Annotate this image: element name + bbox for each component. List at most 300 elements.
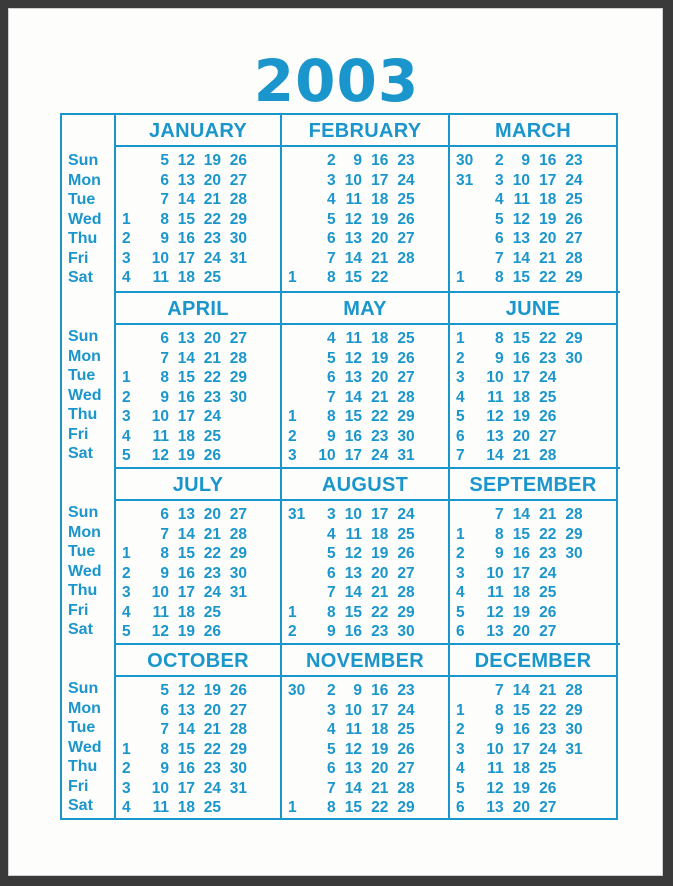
day-cell: 29 [565,525,583,543]
day-cell: 3 [495,171,504,189]
day-cell: 30 [397,623,415,640]
day-cell: 14 [177,349,195,367]
day-cell [418,583,444,603]
month-may [280,293,448,467]
day-cell: 8 [495,330,504,347]
day-cell: 21 [203,525,221,543]
day-cell: 21 [371,584,389,601]
day-cell: 27 [397,760,415,777]
day-cell: 20 [203,506,221,523]
day-cell: 20 [512,623,530,640]
day-cell: 15 [344,269,362,286]
day-cell: 23 [203,564,221,582]
day-cell [286,171,312,191]
day-cell: 30 [565,545,583,562]
day-cell: 10 [151,408,169,425]
weekday-label: Sun [68,504,99,521]
day-cell: 27 [539,427,557,445]
day-cell: 5 [495,210,504,228]
day-cell: 20 [512,427,530,445]
day-cell [559,564,585,584]
day-cell [250,427,276,447]
day-cell: 4 [327,525,336,543]
day-cell: 22 [371,269,389,286]
day-cell [586,603,612,623]
day-cell: 24 [539,564,557,582]
day-cell: 30 [565,349,583,367]
day-cell: 16 [371,152,389,169]
day-cell: 13 [486,623,504,640]
day-cell: 6 [327,369,336,386]
weekday-label: Thu [68,582,98,599]
month-name: AUGUST [282,469,448,501]
day-cell: 30 [229,230,247,247]
day-cell [224,407,250,427]
day-cell: 9 [495,545,504,562]
day-cell: 18 [371,525,389,543]
day-cell [586,171,612,191]
day-cell: 31 [229,249,247,267]
day-cell: 25 [203,427,221,445]
day-cell: 19 [539,210,557,228]
day-cell: 3 [327,701,336,719]
day-cell [250,798,276,818]
day-cell: 15 [177,210,195,228]
day-cell: 5 [122,623,131,640]
day-cell: 26 [397,349,415,367]
day-cell: 27 [229,330,247,347]
day-cell: 11 [345,525,362,543]
day-cell: 31 [397,447,415,464]
day-cell: 16 [177,388,195,406]
day-cell: 23 [565,152,583,169]
day-cell [286,151,312,171]
day-cell: 12 [151,623,169,640]
day-cell: 19 [512,779,530,797]
day-cell: 16 [512,349,530,367]
month-march [448,115,616,291]
day-cell: 26 [397,740,415,758]
day-cell: 31 [456,171,474,189]
day-cell [586,525,612,545]
day-cell: 6 [160,330,169,347]
month-name: NOVEMBER [282,645,448,677]
weekday-label: Fri [68,249,89,267]
day-cell: 2 [327,682,336,699]
day-cell: 21 [539,682,557,699]
day-cell [586,779,612,799]
day-cell: 14 [512,506,530,523]
month-september [448,469,616,643]
day-cell: 15 [512,330,530,347]
day-cell [286,329,312,349]
weekday-column [62,115,114,818]
day-cell: 28 [229,191,247,208]
month-april [114,293,280,467]
day-cell [586,151,612,171]
month-days [116,677,280,818]
day-cell: 25 [565,191,583,208]
day-cell: 9 [495,349,504,367]
day-cell: 29 [229,210,247,228]
day-cell: 14 [486,447,504,464]
weekday-label: Sat [68,445,93,462]
day-cell: 24 [397,701,415,719]
day-cell: 30 [229,760,247,777]
month-october [114,645,280,819]
day-cell: 9 [327,623,336,640]
day-cell: 11 [152,269,169,286]
weekday-label: Mon [68,523,101,541]
day-cell: 2 [495,152,504,169]
day-cell [418,368,444,388]
day-cell: 12 [344,740,362,758]
day-cell: 7 [327,779,336,797]
day-cell [559,388,585,408]
day-cell [286,249,312,269]
day-cell: 11 [152,799,169,816]
day-cell [418,701,444,721]
day-cell: 10 [486,369,504,386]
day-cell: 29 [397,603,415,621]
day-cell: 1 [288,799,297,816]
month-name: JANUARY [116,115,280,147]
day-cell: 19 [371,349,389,367]
day-cell: 16 [512,545,530,562]
day-cell: 18 [177,427,195,445]
weekday-label: Tue [68,191,96,208]
day-cell: 14 [344,779,362,797]
day-cell: 28 [565,249,583,267]
day-cell: 21 [371,779,389,797]
day-cell: 26 [539,779,557,797]
day-cell: 14 [512,249,530,267]
weekday-label: Tue [68,367,96,384]
day-cell: 17 [371,506,389,523]
day-cell: 9 [160,760,169,777]
day-cell: 5 [327,740,336,758]
month-name: APRIL [116,293,280,325]
day-cell: 6 [327,564,336,582]
day-cell: 4 [122,427,131,445]
day-cell [559,583,585,603]
day-cell [250,407,276,427]
day-cell [586,701,612,721]
day-cell [250,368,276,388]
day-cell [250,622,276,642]
day-cell: 22 [539,269,557,286]
weekday-label: Wed [68,738,102,756]
day-cell [586,249,612,269]
day-cell [586,505,612,525]
day-cell: 15 [512,269,530,286]
day-cell: 1 [456,525,465,543]
day-cell: 26 [203,447,221,464]
day-cell: 15 [512,701,530,719]
day-cell: 11 [345,721,362,738]
month-name: FEBRUARY [282,115,448,147]
day-cell [286,525,312,545]
day-cell: 7 [327,388,336,406]
day-cell: 21 [512,447,530,464]
day-cell: 24 [397,506,415,523]
day-cell: 9 [521,152,530,169]
day-cell: 24 [371,447,389,464]
day-cell: 23 [203,230,221,247]
day-cell: 7 [327,584,336,601]
day-cell: 17 [177,249,195,267]
day-cell: 1 [288,408,297,425]
day-cell: 25 [397,525,415,543]
weekday-label: Sun [68,152,99,169]
day-cell: 28 [229,349,247,367]
day-cell: 24 [203,408,221,425]
day-cell: 26 [203,623,221,640]
day-cell: 23 [371,623,389,640]
day-cell [286,349,312,369]
day-cell: 27 [539,799,557,816]
month-days [116,501,280,642]
day-cell: 2 [456,721,465,738]
day-cell: 22 [203,545,221,562]
day-cell: 14 [512,682,530,699]
day-cell: 17 [371,701,389,719]
day-cell: 20 [203,330,221,347]
day-cell: 10 [344,171,362,189]
day-cell: 11 [513,191,530,208]
weekday-label: Wed [68,562,102,580]
day-cell: 7 [327,249,336,267]
day-cell [120,681,146,701]
day-cell: 11 [487,388,504,406]
day-cell: 27 [397,230,415,247]
day-cell: 20 [512,799,530,816]
day-cell: 24 [203,584,221,601]
day-cell [586,427,612,447]
day-cell: 8 [495,525,504,543]
day-cell: 9 [353,152,362,169]
day-cell: 17 [371,171,389,189]
day-cell: 26 [397,210,415,228]
day-cell: 22 [371,799,389,816]
weekday-label: Thu [68,758,98,775]
day-cell [418,622,444,642]
day-cell: 19 [371,210,389,228]
day-cell: 5 [160,152,169,169]
day-cell: 26 [539,603,557,621]
day-cell [418,349,444,369]
day-cell [250,681,276,701]
day-cell: 16 [344,623,362,640]
day-cell [586,407,612,427]
day-cell [559,446,585,466]
day-cell: 30 [229,388,247,406]
day-cell [454,505,480,525]
day-cell: 12 [486,408,504,425]
day-cell: 9 [327,427,336,445]
day-cell [286,701,312,721]
day-cell: 20 [203,701,221,719]
day-cell: 13 [177,701,195,719]
year-title: 2003 [253,47,420,115]
day-cell: 23 [539,349,557,367]
day-cell [454,210,480,230]
day-cell: 4 [456,584,465,601]
day-cell [418,427,444,447]
day-cell: 23 [371,427,389,445]
day-cell: 17 [177,584,195,601]
day-cell: 10 [344,506,362,523]
day-cell [454,229,480,249]
day-cell: 1 [456,269,465,286]
day-cell [250,249,276,269]
day-cell [250,544,276,564]
day-cell: 15 [344,799,362,816]
day-cell: 21 [539,249,557,267]
day-cell: 3 [122,779,131,797]
day-cell: 6 [160,171,169,189]
day-cell: 14 [177,525,195,543]
day-cell: 30 [229,564,247,582]
day-cell [454,190,480,210]
day-cell [250,525,276,545]
day-cell: 5 [456,779,465,797]
month-days [450,501,616,642]
day-cell: 16 [371,682,389,699]
day-cell: 26 [565,210,583,228]
day-cell [250,329,276,349]
day-cell: 16 [539,152,557,169]
day-cell [586,544,612,564]
day-cell: 2 [122,760,131,777]
day-cell [418,603,444,623]
month-days [116,325,280,466]
day-cell: 25 [203,799,221,816]
day-cell [286,564,312,584]
day-cell: 18 [177,269,195,286]
day-cell [418,681,444,701]
day-cell [286,779,312,799]
day-cell: 17 [512,740,530,758]
day-cell: 29 [565,269,583,286]
day-cell: 7 [456,447,465,464]
day-cell [250,268,276,288]
day-cell: 6 [160,701,169,719]
day-cell: 3 [288,447,297,464]
day-cell [559,427,585,447]
day-cell [559,407,585,427]
day-cell: 6 [160,506,169,523]
day-cell: 9 [160,564,169,582]
day-cell [250,229,276,249]
day-cell [586,759,612,779]
day-cell [418,525,444,545]
day-cell: 18 [371,191,389,208]
day-cell: 3 [327,506,336,523]
day-cell: 2 [288,427,297,445]
day-cell: 21 [371,249,389,267]
day-cell: 28 [565,682,583,699]
day-cell: 21 [371,388,389,406]
day-cell: 30 [397,427,415,445]
day-cell [418,759,444,779]
day-cell: 8 [160,545,169,562]
day-cell [250,779,276,799]
day-cell [250,446,276,466]
day-cell: 10 [344,701,362,719]
day-cell: 25 [397,191,415,208]
day-cell: 26 [397,545,415,562]
day-cell [418,779,444,799]
day-cell: 1 [122,545,131,562]
day-cell: 25 [397,330,415,347]
day-cell [224,603,250,623]
day-cell [120,701,146,721]
day-cell: 22 [371,603,389,621]
day-cell: 18 [539,191,557,208]
day-cell: 4 [327,721,336,738]
month-june [448,293,616,467]
day-cell [454,681,480,701]
day-cell [120,525,146,545]
day-cell [120,505,146,525]
month-name: OCTOBER [116,645,280,677]
day-cell: 28 [397,779,415,797]
day-cell [418,229,444,249]
weekday-label: Fri [68,777,89,795]
day-cell: 29 [229,545,247,562]
day-cell: 25 [539,388,557,406]
day-cell: 11 [345,330,362,347]
day-cell: 27 [539,623,557,640]
day-cell [224,798,250,818]
day-cell [586,446,612,466]
month-name: JULY [116,469,280,501]
day-cell: 30 [565,721,583,738]
day-cell: 19 [512,408,530,425]
day-cell [224,446,250,466]
day-cell: 1 [122,210,131,228]
day-cell: 4 [327,191,336,208]
day-cell: 7 [160,721,169,738]
day-cell [250,210,276,230]
day-cell: 19 [512,603,530,621]
day-cell: 3 [122,584,131,601]
day-cell: 13 [486,427,504,445]
day-cell: 27 [565,230,583,247]
weekday-label: Sun [68,680,99,697]
day-cell: 13 [486,799,504,816]
month-days [282,147,448,288]
day-cell: 4 [456,388,465,406]
day-cell: 5 [327,210,336,228]
day-cell: 12 [512,210,530,228]
day-cell: 21 [203,191,221,208]
day-cell: 13 [344,760,362,777]
day-cell: 15 [177,545,195,562]
day-cell: 12 [151,447,169,464]
day-cell: 2 [456,349,465,367]
day-cell: 15 [344,408,362,425]
day-cell [418,740,444,760]
day-cell: 27 [397,564,415,582]
day-cell: 31 [229,584,247,601]
day-cell: 1 [456,330,465,347]
day-cell [559,779,585,799]
day-cell: 30 [288,682,306,699]
day-cell: 27 [229,506,247,523]
day-cell: 12 [177,682,195,699]
